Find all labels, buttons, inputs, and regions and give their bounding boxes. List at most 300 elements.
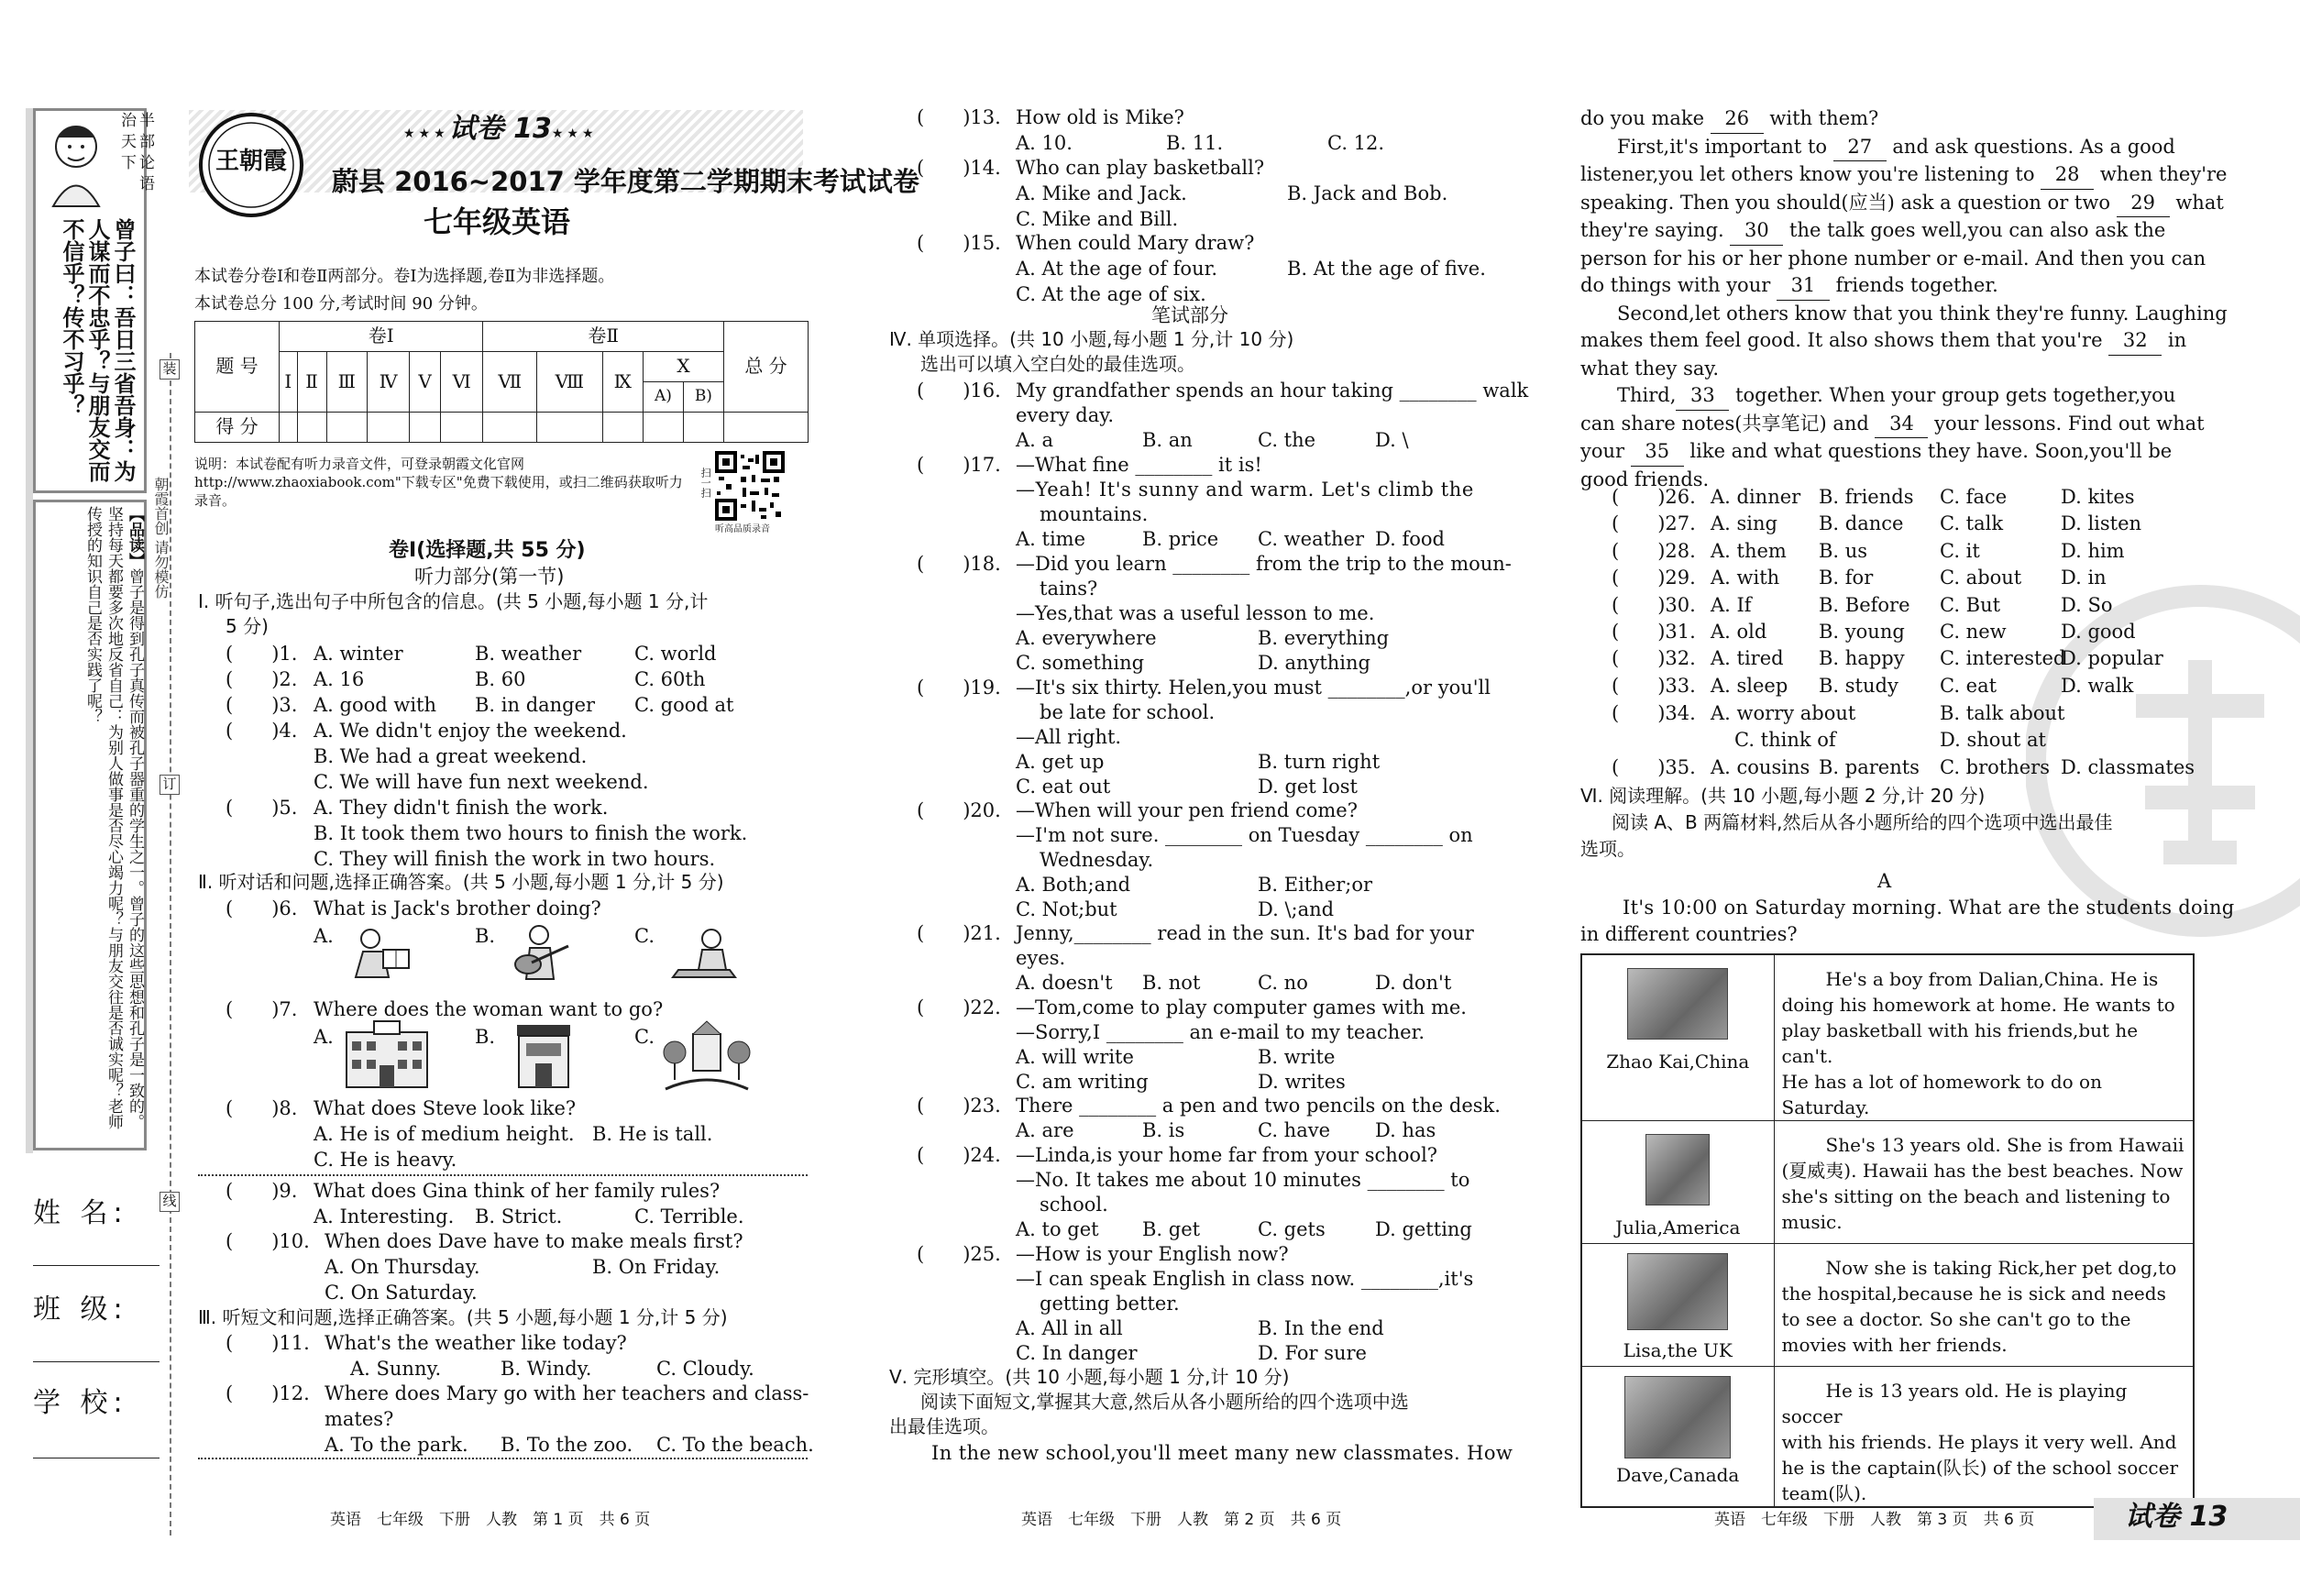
q-number: ( )23. [917, 1095, 1001, 1117]
passage-text: they're saying. [1580, 219, 1731, 241]
option-a[interactable]: A. good with [314, 694, 437, 716]
cloze-question[interactable] [1612, 566, 2198, 592]
score-cell[interactable] [297, 413, 326, 443]
q-number: ( )35. [1612, 756, 1696, 778]
option-b[interactable]: B. Windy. [501, 1358, 592, 1380]
option-c[interactable]: C. weather [1258, 528, 1365, 550]
desc-line: to see a doctor. So she can't go to the [1781, 1308, 2131, 1330]
option-c[interactable]: C. no [1258, 972, 1308, 994]
question-text: —Yes,that was a useful lesson to me. [1016, 602, 1375, 624]
option-a[interactable]: A. To the park. [325, 1434, 468, 1456]
option-d[interactable]: D. classmates [2061, 756, 2195, 778]
question-22[interactable] [917, 996, 1503, 1098]
cloze-options [1612, 485, 2198, 700]
cloze-blank[interactable]: 30 [1730, 217, 1783, 246]
option-d[interactable]: D. walk [2061, 674, 2134, 697]
score-col: Ⅵ [441, 352, 483, 413]
option-a[interactable]: A. them [1711, 539, 1787, 562]
q-number: ( )27. [1612, 512, 1696, 535]
question-text: What's the weather like today? [325, 1332, 627, 1354]
option-c[interactable]: C. But [1940, 593, 2001, 616]
option-b[interactable]: B. weather [475, 643, 582, 665]
option-c[interactable]: C. [634, 925, 655, 947]
cloze-blank[interactable]: 32 [2108, 327, 2162, 356]
class-field[interactable] [33, 1361, 160, 1362]
option-c[interactable]: C. face [1940, 486, 2008, 508]
option-c[interactable]: C. talk [1940, 512, 2004, 535]
section-3-title: Ⅲ. 听短文和问题,选择正确答案。(共 5 小题,每小题 1 分,计 5 分) [198, 1306, 728, 1328]
question-text: be late for school. [1040, 701, 1216, 723]
option-b[interactable]: B. is [1142, 1119, 1185, 1141]
cloze-blank[interactable]: 27 [1833, 134, 1887, 162]
student-cell [1581, 1121, 1774, 1244]
question-text: —Yeah! It's sunny and warm. Let's climb the [1016, 479, 1474, 501]
passage-line [1580, 272, 2195, 301]
option-c[interactable]: C. 60th [634, 668, 706, 690]
divider [198, 1174, 808, 1176]
score-cell[interactable] [483, 413, 537, 443]
option-c[interactable]: C. At the age of six. [1016, 283, 1206, 305]
question-text: mountains. [1040, 503, 1149, 525]
option-a[interactable]: A. worry about [1711, 702, 1856, 724]
option-b[interactable]: B. friends [1819, 486, 1914, 508]
cut-line [170, 353, 171, 1535]
score-cell[interactable] [441, 413, 483, 443]
question-9[interactable] [226, 1179, 812, 1230]
student-name: Lisa,the UK [1623, 1339, 1733, 1361]
student-photo [1645, 1134, 1710, 1205]
question-2[interactable] [226, 667, 812, 693]
option-b[interactable]: B. in danger [475, 694, 596, 716]
question-7[interactable] [226, 997, 812, 1107]
option-c[interactable]: C. think of [1734, 729, 1836, 751]
question-15[interactable] [917, 231, 1503, 308]
pindu-text [37, 506, 145, 1139]
option-c[interactable]: C. Cloudy. [656, 1358, 754, 1380]
option-c[interactable]: C. am writing [1016, 1071, 1149, 1093]
question-5[interactable] [226, 796, 812, 873]
option-b[interactable]: B. [475, 925, 496, 947]
passage-line [1580, 105, 2195, 134]
passage-line [1580, 438, 2195, 467]
q-number: ( )28. [1612, 539, 1696, 562]
option-a[interactable]: A. We didn't enjoy the weekend. [314, 720, 627, 742]
q-number: ( )32. [1612, 647, 1696, 670]
score-col-xb: B) [683, 382, 723, 413]
question-text: —I can speak English in class now. ________,it's [1016, 1268, 1474, 1290]
option-c[interactable]: C. have [1258, 1119, 1331, 1141]
q-number: ( )21. [917, 922, 1001, 944]
option-b[interactable]: B. Jack and Bob. [1287, 182, 1448, 204]
option-a[interactable]: A. cousins [1711, 756, 1810, 778]
score-cell[interactable] [602, 413, 644, 443]
option-c[interactable]: C. eat [1940, 674, 1997, 697]
option-a[interactable]: A. 10. [1016, 132, 1073, 154]
option-a[interactable]: A. At the age of four. [1016, 258, 1217, 280]
question-text: school. [1040, 1194, 1108, 1216]
exam-subtitle: 七年级英语 [424, 204, 571, 239]
passage-text: good friends. [1580, 468, 1710, 490]
cloze-blank[interactable]: 31 [1777, 272, 1830, 301]
student-cell [1581, 1367, 1774, 1508]
option-b[interactable]: B. Either;or [1258, 874, 1373, 896]
option-c[interactable]: C. interested [1940, 647, 2066, 670]
option-d[interactable]: D. So [2061, 593, 2113, 616]
option-a[interactable]: A. get up [1016, 751, 1105, 773]
question-text: tains? [1040, 578, 1098, 600]
question-text: When could Mary draw? [1016, 232, 1255, 254]
question-10[interactable] [226, 1229, 812, 1306]
option-c[interactable]: C. brothers [1940, 756, 2051, 778]
desc-line: (夏威夷). Hawaii has the best beaches. Now [1781, 1160, 2184, 1182]
q-number: ( )6. [226, 897, 298, 919]
option-a[interactable]: A. sleep [1711, 674, 1788, 697]
cloze-blank[interactable]: 26 [1711, 105, 1764, 134]
passage-text: what they say. [1580, 357, 1720, 380]
section-5-sub: 阅读下面短文,掌握其大意,然后从各小题所给的四个选项中选 [920, 1391, 1409, 1413]
passage-line [1580, 246, 2206, 273]
question-25[interactable] [917, 1242, 1503, 1370]
option-a[interactable]: A. time [1016, 528, 1086, 550]
q-number: ( )3. [226, 694, 298, 716]
score-cell[interactable] [683, 413, 723, 443]
option-a[interactable]: A. dinner [1711, 486, 1801, 508]
option-a[interactable]: A. winter [314, 643, 403, 665]
score-cell[interactable] [280, 413, 298, 443]
section-6-title: Ⅵ. 阅读理解。(共 10 小题,每小题 2 分,计 20 分) [1580, 785, 1986, 807]
option-b[interactable]: B. He is tall. [592, 1123, 713, 1145]
option-b[interactable]: B. study [1819, 674, 1898, 697]
question-34[interactable] [1612, 701, 2198, 754]
option-b[interactable]: B. dance [1819, 512, 1904, 535]
option-b[interactable]: B. talk about [1940, 702, 2065, 724]
option-a[interactable]: A. On Thursday. [325, 1256, 480, 1278]
option-d[interactable]: D. popular [2061, 647, 2163, 670]
option-c[interactable]: C. [634, 1026, 655, 1048]
option-c[interactable]: C. it [1940, 539, 1980, 562]
option-b[interactable]: B. [475, 1026, 496, 1048]
option-d[interactable]: D. For sure [1258, 1342, 1367, 1364]
passage-line [1580, 134, 2195, 162]
option-b[interactable]: B. an [1142, 429, 1193, 451]
cloze-blank[interactable]: 33 [1676, 382, 1729, 411]
option-b[interactable]: B. Before [1819, 593, 1910, 616]
q-number: ( )9. [226, 1180, 298, 1202]
score-cell[interactable] [326, 413, 368, 443]
q-number: ( )20. [917, 799, 1001, 821]
option-b[interactable]: B. get [1142, 1218, 1201, 1240]
option-b[interactable]: B. 60 [475, 668, 526, 690]
option-a[interactable]: A. old [1711, 620, 1767, 643]
option-c[interactable]: C. They will finish the work in two hours. [314, 848, 716, 870]
option-c[interactable]: C. In danger [1016, 1342, 1138, 1364]
park-icon [656, 1016, 757, 1095]
score-cell[interactable] [410, 413, 441, 443]
question-text: What does Steve look like? [314, 1097, 577, 1119]
option-b[interactable]: B. price [1142, 528, 1219, 550]
option-b[interactable]: B. At the age of five. [1287, 258, 1486, 280]
score-col: Ⅶ [483, 352, 537, 413]
option-a[interactable]: A. All in all [1016, 1317, 1123, 1339]
q-number: ( )33. [1612, 674, 1696, 697]
student-desc [1774, 954, 2194, 1121]
question-4[interactable] [226, 719, 812, 796]
paper-number: ★★★试卷 13★★★ [403, 113, 598, 145]
q-number: ( )13. [917, 106, 1001, 128]
score-col: Ⅲ [326, 352, 368, 413]
cloze-passage [1580, 105, 2228, 493]
q-number: ( )19. [917, 677, 1001, 699]
q-number: ( )22. [917, 996, 1001, 1018]
desc-line: the hospital,because he is sick and needs [1781, 1282, 2166, 1304]
question-text: How old is Mike? [1016, 106, 1184, 128]
option-d[interactable]: D. shout at [1940, 729, 2046, 751]
question-text: —Linda,is your home far from your school? [1016, 1144, 1438, 1166]
passage-line [1580, 327, 2195, 356]
question-text: Wednesday. [1040, 849, 1154, 871]
reading-table [1580, 953, 2195, 1508]
option-d[interactable]: D. writes [1258, 1071, 1346, 1093]
question-1[interactable] [226, 642, 812, 667]
option-a[interactable]: A. tired [1711, 647, 1784, 670]
option-c[interactable]: C. gets [1258, 1218, 1326, 1240]
side-vertical-text: 朝霞首创 请勿模仿 [152, 477, 170, 600]
option-a[interactable]: A. They didn't finish the work. [314, 797, 609, 819]
score-col: Ⅸ [602, 352, 644, 413]
passage-text: listener,you let others know you're listening to [1580, 163, 2041, 185]
option-d[interactable]: D. food [1375, 528, 1445, 550]
score-col: Ⅳ [368, 352, 410, 413]
cloze-blank[interactable]: 28 [2041, 161, 2094, 190]
score-cell[interactable] [724, 413, 809, 443]
option-d[interactable]: D. anything [1258, 652, 1370, 674]
qr-code-icon[interactable] [715, 451, 785, 521]
name-label: 姓 名: [33, 1197, 128, 1229]
desc-line: He has a lot of homework to do on Saturday. [1781, 1071, 2102, 1118]
school-label: 学 校: [33, 1387, 128, 1419]
option-c[interactable]: C. On Saturday. [325, 1282, 478, 1304]
question-3[interactable] [226, 693, 812, 719]
desc-line: Now she is taking Rick,her pet dog,to [1825, 1257, 2177, 1279]
question-23[interactable] [917, 1094, 1503, 1145]
passage-text: your lessons. Find out what [1928, 412, 2205, 435]
cloze-question[interactable] [1612, 539, 2198, 566]
question-text: Where does the woman want to go? [314, 998, 664, 1020]
option-c[interactable]: C. Not;but [1016, 898, 1117, 920]
student-desc [1774, 1121, 2194, 1244]
option-c[interactable]: C. the [1258, 429, 1316, 451]
option-b[interactable]: B. It took them two hours to finish the work. [314, 822, 748, 844]
intro-line-2: 本试卷总分 100 分,考试时间 90 分钟。 [194, 294, 488, 314]
cloze-question[interactable] [1612, 512, 2198, 538]
question-text: When does Dave have to make meals first? [325, 1230, 743, 1252]
cloze-question[interactable] [1612, 646, 2198, 673]
name-field[interactable] [33, 1265, 160, 1266]
score-th-tihao: 题 号 [195, 322, 280, 413]
question-11[interactable] [226, 1331, 812, 1382]
passage-a-intro-cont: in different countries? [1580, 923, 1798, 945]
section-4-title: Ⅳ. 单项选择。(共 10 小题,每小题 1 分,计 10 分) [889, 328, 1294, 350]
section-6-sub-cont: 选项。 [1580, 838, 1635, 860]
option-a[interactable]: A. everywhere [1016, 627, 1157, 649]
option-b[interactable]: B. not [1142, 972, 1201, 994]
cloze-question[interactable] [1612, 593, 2198, 620]
passage-text: do you make [1580, 107, 1711, 129]
option-b[interactable]: B. happy [1819, 647, 1905, 670]
option-b[interactable]: B. To the zoo. [501, 1434, 633, 1456]
question-16[interactable] [917, 379, 1529, 456]
option-c[interactable]: C. good at [634, 694, 734, 716]
pindu-label: 【品读】 [126, 506, 144, 568]
option-b[interactable]: B. In the end [1258, 1317, 1384, 1339]
question-text: Jenny,________ read in the sun. It's bad for your [1016, 922, 1474, 944]
seal-char-1: 装 [160, 359, 180, 380]
option-d[interactable]: D. in [2061, 567, 2107, 589]
question-text: What is Jack's brother doing? [314, 897, 601, 919]
q-number: ( )12. [226, 1382, 310, 1404]
question-12[interactable] [226, 1381, 812, 1458]
option-c[interactable]: C. Terrible. [634, 1205, 744, 1227]
audio-note: 说明：本试卷配有听力录音文件，可登录朝霞文化官网 http://www.zhaoxiabook.com"下载专区"免费下载使用，或扫二维码获取听力录音。 [194, 456, 683, 509]
desc-line: He is 13 years old. He is playing soccer [1781, 1380, 2128, 1427]
option-c[interactable]: C. Mike and Bill. [1016, 208, 1179, 230]
cloze-blank[interactable]: 34 [1875, 411, 1928, 439]
q-number: ( )34. [1612, 702, 1696, 724]
option-b[interactable]: B. 11. [1166, 132, 1224, 154]
question-19[interactable] [917, 676, 1503, 804]
option-b[interactable]: B. young [1819, 620, 1905, 643]
option-a[interactable]: A. are [1016, 1119, 1074, 1141]
exam-title: 蔚县 2016~2017 学年度第二学期期末考试试卷 [332, 166, 919, 197]
question-17[interactable] [917, 453, 1503, 556]
question-20[interactable] [917, 798, 1503, 927]
passage-a-heading: A [1877, 870, 1892, 892]
juan1-heading: 卷Ⅰ(选择题,共 55 分) [389, 539, 586, 562]
option-a[interactable]: A. [314, 1026, 334, 1048]
option-b[interactable]: B. everything [1258, 627, 1390, 649]
option-b[interactable]: B. us [1819, 539, 1868, 562]
passage-text: and ask questions. As a good [1886, 135, 2175, 158]
option-a[interactable]: A. Mike and Jack. [1016, 182, 1187, 204]
passage-text: makes them feel good. It also shows them that you're [1580, 329, 2109, 351]
question-14[interactable] [917, 156, 1503, 233]
option-c[interactable]: C. something [1016, 652, 1145, 674]
option-d[interactable]: D. getting [1375, 1218, 1472, 1240]
question-35[interactable] [1612, 755, 2198, 782]
question-text: Who can play basketball? [1016, 157, 1265, 179]
option-a[interactable]: A. He is of medium height. [314, 1123, 575, 1145]
option-b[interactable]: B. write [1258, 1046, 1336, 1068]
option-d[interactable]: D. has [1375, 1119, 1436, 1141]
desc-line: He's a boy from Dalian,China. He is [1825, 968, 2159, 990]
option-c[interactable]: C. new [1940, 620, 2007, 643]
passage-text: like and what questions they have. Soon,you'll be [1683, 440, 2173, 462]
option-a[interactable]: A. Both;and [1016, 874, 1131, 896]
option-c[interactable]: C. about [1940, 567, 2022, 589]
option-d[interactable]: D. good [2061, 620, 2136, 643]
score-th-juan1: 卷Ⅰ [280, 322, 483, 352]
option-c[interactable]: C. 12. [1327, 132, 1385, 154]
option-b[interactable]: B. turn right [1258, 751, 1381, 773]
option-b[interactable]: B. parents [1819, 756, 1920, 778]
seal-char-2: 订 [160, 775, 180, 795]
option-a[interactable]: A. Interesting. [314, 1205, 455, 1227]
option-a[interactable]: A. will write [1016, 1046, 1134, 1068]
desc-line: music. [1781, 1211, 1843, 1233]
passage-line [1580, 411, 2205, 439]
q-number: ( )4. [226, 720, 298, 742]
option-a[interactable]: A. a [1016, 429, 1054, 451]
option-a[interactable]: A. doesn't [1016, 972, 1113, 994]
option-d[interactable]: D. get lost [1258, 776, 1358, 798]
option-d[interactable]: D. him [2061, 539, 2125, 562]
option-a[interactable]: A. with [1711, 567, 1780, 589]
passage-line [1580, 382, 2195, 411]
passage-line [1580, 161, 2228, 190]
option-c[interactable]: C. eat out [1016, 776, 1111, 798]
cloze-blank[interactable]: 29 [2117, 190, 2170, 218]
q-number: ( )7. [226, 998, 298, 1020]
cloze-question[interactable] [1612, 485, 2198, 512]
passage-text: person for his or her phone number or e-mail. And then you can [1580, 247, 2206, 270]
question-24[interactable] [917, 1143, 1503, 1246]
option-c[interactable]: C. world [634, 643, 717, 665]
question-6[interactable] [226, 897, 812, 997]
option-a[interactable]: A. to get [1016, 1218, 1099, 1240]
score-col: Ⅷ [537, 352, 602, 413]
question-18[interactable] [917, 552, 1512, 680]
option-d[interactable]: D. listen [2061, 512, 2142, 535]
q-number: ( )29. [1612, 567, 1696, 589]
option-c[interactable]: C. He is heavy. [314, 1149, 457, 1171]
option-a[interactable]: A. Sunny. [350, 1358, 442, 1380]
student-photo [1627, 968, 1728, 1040]
option-b[interactable]: B. On Friday. [592, 1256, 721, 1278]
option-c[interactable]: C. We will have fun next weekend. [314, 771, 649, 793]
question-text: —When will your pen friend come? [1016, 799, 1358, 821]
q-number: ( )1. [226, 643, 298, 665]
option-a[interactable]: A. [314, 925, 334, 947]
q-number: ( )17. [917, 454, 1001, 476]
option-c[interactable]: C. To the beach. [656, 1434, 814, 1456]
q-number: ( )26. [1612, 486, 1696, 508]
guitar-boy-icon [504, 922, 578, 981]
score-cell[interactable] [537, 413, 602, 443]
question-21[interactable] [917, 921, 1503, 998]
option-b[interactable]: B. We had a great weekend. [314, 745, 588, 767]
option-d[interactable]: D. \;and [1258, 898, 1335, 920]
option-d[interactable]: D. kites [2061, 486, 2135, 508]
option-a[interactable]: A. sing [1711, 512, 1777, 535]
q-number: ( )8. [226, 1097, 298, 1119]
page-footer-1: 英语 七年级 下册 人教 第 1 页 共 6 页 [330, 1511, 651, 1529]
cloze-question[interactable] [1612, 674, 2198, 700]
option-d[interactable]: D. don't [1375, 972, 1452, 994]
cloze-question[interactable] [1612, 620, 2198, 646]
option-d[interactable]: D. \ [1375, 429, 1409, 451]
option-b[interactable]: B. Strict. [475, 1205, 563, 1227]
score-col: Ⅱ [297, 352, 326, 413]
score-cell[interactable] [644, 413, 684, 443]
question-8[interactable] [226, 1096, 812, 1173]
option-b[interactable]: B. for [1819, 567, 1874, 589]
question-text: What does Gina think of her family rules? [314, 1180, 721, 1202]
option-a[interactable]: A. 16 [314, 668, 365, 690]
passage-line [1580, 217, 2195, 246]
score-cell[interactable] [368, 413, 410, 443]
option-a[interactable]: A. If [1711, 593, 1752, 616]
cloze-blank[interactable]: 35 [1631, 438, 1684, 467]
